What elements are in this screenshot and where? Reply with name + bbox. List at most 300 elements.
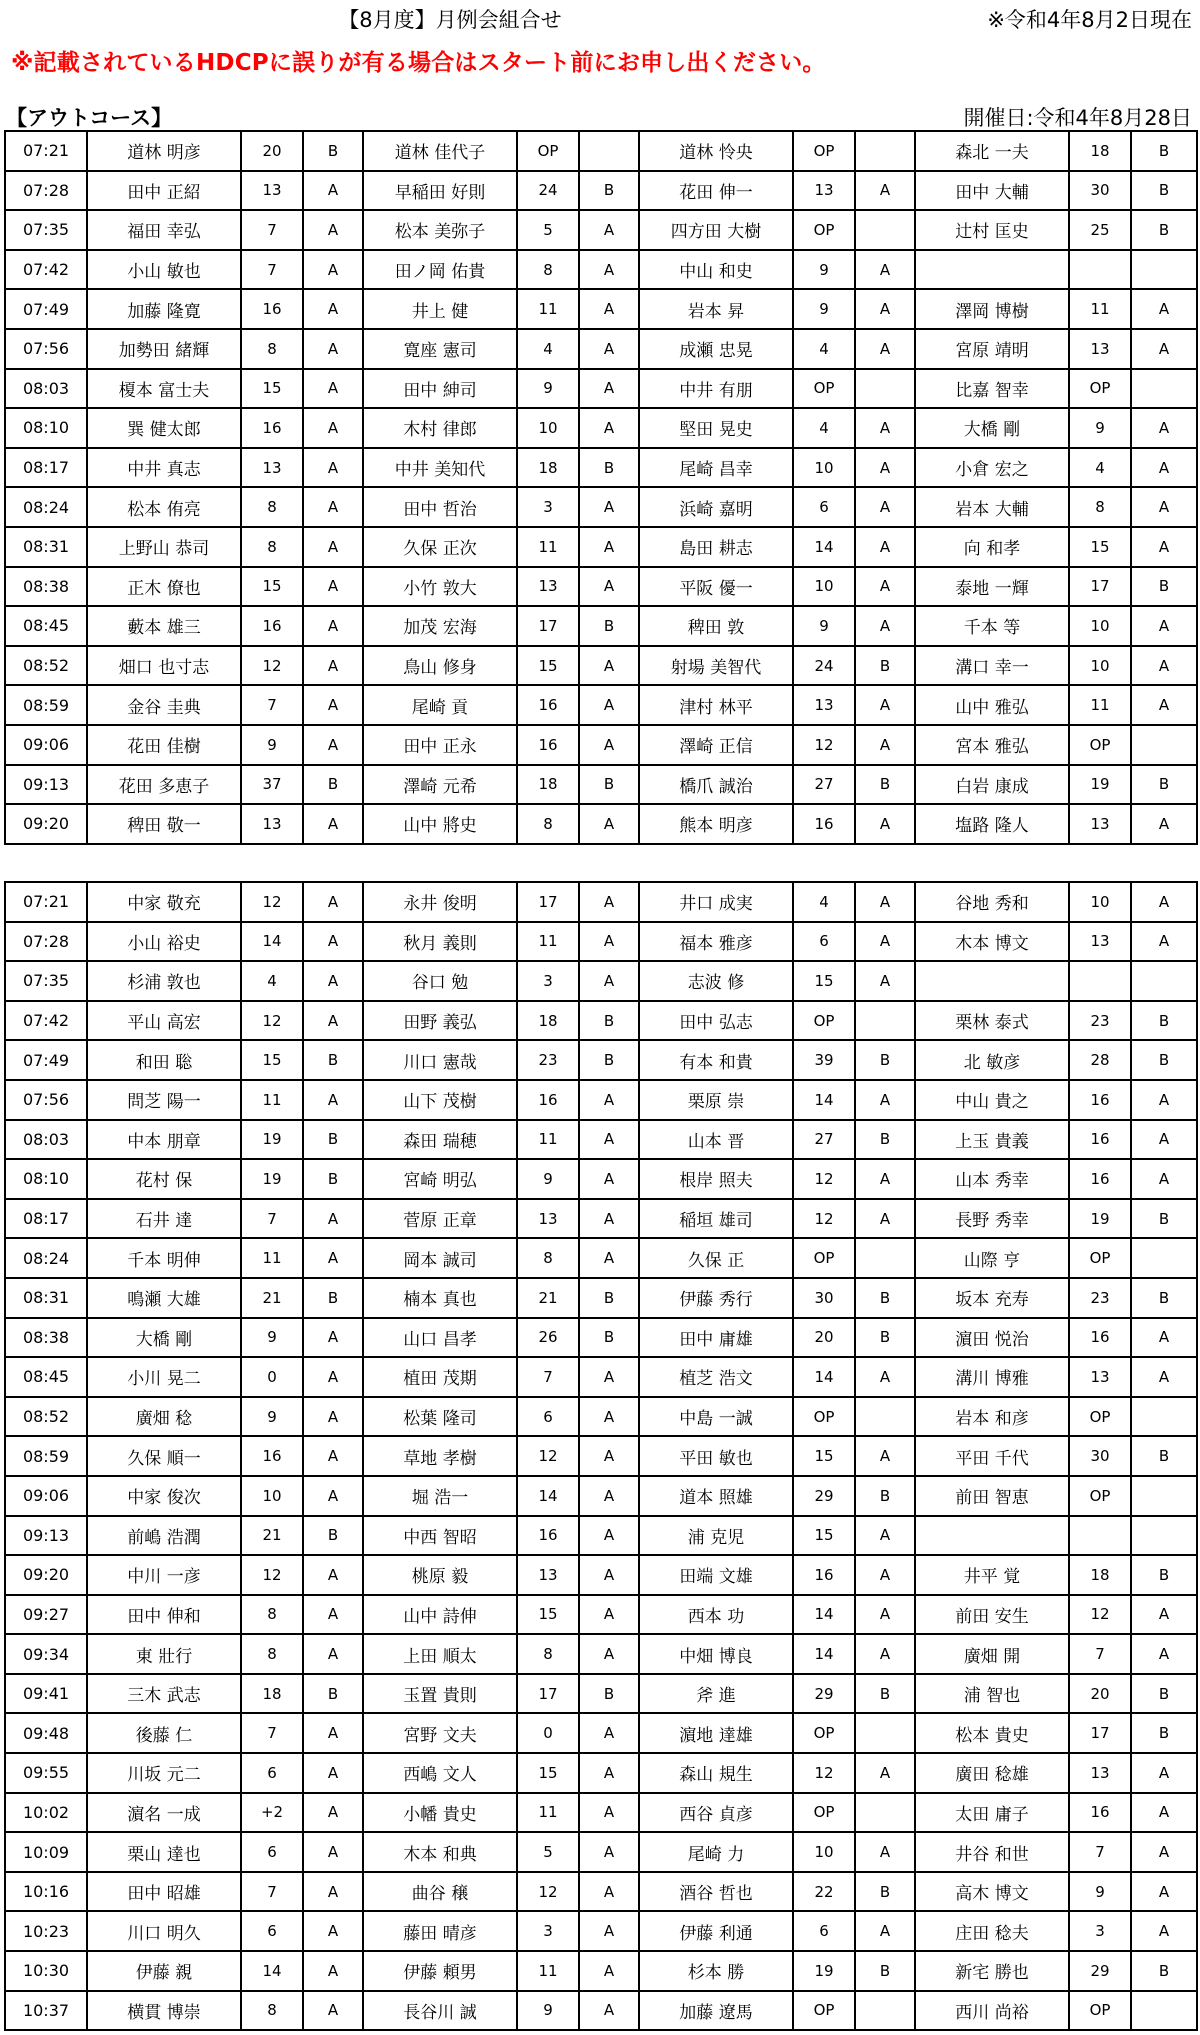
grade: A	[579, 210, 639, 250]
grade: A	[579, 1951, 639, 1991]
handicap: 15	[517, 1595, 579, 1635]
player-name: 稗田 敬一	[87, 804, 241, 844]
grade: A	[303, 289, 363, 329]
player-name: 伊藤 秀行	[639, 1278, 793, 1318]
handicap: 12	[793, 1159, 855, 1199]
handicap: 4	[517, 329, 579, 369]
tee-time-row	[5, 1832, 1197, 1872]
player-name: 田中 庸雄	[639, 1318, 793, 1358]
handicap: 20	[241, 131, 303, 171]
handicap: 15	[241, 567, 303, 607]
grade: B	[303, 1278, 363, 1318]
tee-time: 10:37	[5, 1991, 87, 2031]
handicap: 12	[241, 1555, 303, 1595]
grade: A	[303, 1872, 363, 1912]
tee-time: 08:31	[5, 1278, 87, 1318]
handicap: 30	[1069, 1436, 1131, 1476]
player-name: 辻村 匡史	[915, 210, 1069, 250]
handicap: 19	[1069, 765, 1131, 805]
grade: B	[1131, 131, 1197, 171]
player-name: 正木 僚也	[87, 567, 241, 607]
grade: A	[303, 1238, 363, 1278]
tee-time: 08:03	[5, 369, 87, 409]
tee-time: 08:45	[5, 606, 87, 646]
player-name: 問芝 陽一	[87, 1080, 241, 1120]
player-name: 上野山 恭司	[87, 527, 241, 567]
player-name: 小山 敏也	[87, 250, 241, 290]
player-name: 上田 順太	[363, 1634, 517, 1674]
player-name: 中家 敬充	[87, 882, 241, 922]
player-name: 川口 憲哉	[363, 1040, 517, 1080]
tee-time: 07:28	[5, 171, 87, 211]
grade: A	[303, 250, 363, 290]
player-name: 後藤 仁	[87, 1713, 241, 1753]
grade: A	[303, 1199, 363, 1239]
player-name: 溝川 博雅	[915, 1357, 1069, 1397]
grade: B	[579, 1318, 639, 1358]
grade: A	[855, 250, 915, 290]
grade: A	[303, 487, 363, 527]
tee-time-row	[5, 1397, 1197, 1437]
tee-time: 07:21	[5, 131, 87, 171]
grade: A	[579, 527, 639, 567]
player-name	[915, 1516, 1069, 1556]
grade: B	[855, 1476, 915, 1516]
handicap: 10	[517, 408, 579, 448]
player-name: 岡本 誠司	[363, 1238, 517, 1278]
handicap: 19	[241, 1159, 303, 1199]
player-name: 前田 智恵	[915, 1476, 1069, 1516]
player-name: 浜崎 嘉明	[639, 487, 793, 527]
player-name	[915, 961, 1069, 1001]
grade: A	[303, 725, 363, 765]
player-name: 和田 聡	[87, 1040, 241, 1080]
player-name: 山本 秀幸	[915, 1159, 1069, 1199]
tee-time-row	[5, 922, 1197, 962]
player-name: 山際 亨	[915, 1238, 1069, 1278]
grade: A	[579, 1595, 639, 1635]
handicap: 9	[517, 369, 579, 409]
player-name: 小幡 貴史	[363, 1793, 517, 1833]
handicap: 20	[793, 1318, 855, 1358]
handicap: 13	[1069, 329, 1131, 369]
player-name: 田野 義弘	[363, 1001, 517, 1041]
grade: A	[1131, 329, 1197, 369]
player-name: 曲谷 穣	[363, 1872, 517, 1912]
handicap: OP	[793, 369, 855, 409]
tee-time: 08:24	[5, 487, 87, 527]
grade: A	[855, 1832, 915, 1872]
tee-time-row	[5, 487, 1197, 527]
player-name: 寛座 憲司	[363, 329, 517, 369]
handicap: 26	[517, 1318, 579, 1358]
player-name: 根岸 照夫	[639, 1159, 793, 1199]
player-name: 千本 等	[915, 606, 1069, 646]
handicap: 14	[793, 1357, 855, 1397]
handicap	[1069, 250, 1131, 290]
grade: B	[579, 171, 639, 211]
handicap: 9	[793, 250, 855, 290]
handicap: 21	[241, 1278, 303, 1318]
player-name: 榎本 富士夫	[87, 369, 241, 409]
grade	[855, 1713, 915, 1753]
player-name: 堀 浩一	[363, 1476, 517, 1516]
handicap: 12	[793, 1199, 855, 1239]
player-name: 坂本 充寿	[915, 1278, 1069, 1318]
grade: A	[579, 487, 639, 527]
grade	[855, 1001, 915, 1041]
handicap: OP	[793, 1991, 855, 2031]
handicap: 3	[517, 961, 579, 1001]
grade: A	[579, 1199, 639, 1239]
handicap: 9	[241, 725, 303, 765]
grade: A	[1131, 685, 1197, 725]
handicap: 10	[1069, 646, 1131, 686]
tee-time-row	[5, 1238, 1197, 1278]
handicap: 14	[517, 1476, 579, 1516]
player-name: 岩本 和彦	[915, 1397, 1069, 1437]
grade: A	[579, 1516, 639, 1556]
grade: A	[1131, 1872, 1197, 1912]
player-name: 津村 林平	[639, 685, 793, 725]
tee-time: 07:21	[5, 882, 87, 922]
handicap: 4	[1069, 448, 1131, 488]
tee-time: 08:31	[5, 527, 87, 567]
player-name: 長野 秀幸	[915, 1199, 1069, 1239]
tee-time-row	[5, 1040, 1197, 1080]
tee-time-row	[5, 882, 1197, 922]
grade: A	[303, 606, 363, 646]
player-name: 田端 文雄	[639, 1555, 793, 1595]
player-name: 楠本 真也	[363, 1278, 517, 1318]
handicap: 15	[241, 1040, 303, 1080]
player-name: 東 壯行	[87, 1634, 241, 1674]
player-name: 森北 一夫	[915, 131, 1069, 171]
grade: A	[1131, 804, 1197, 844]
handicap: 5	[517, 1832, 579, 1872]
course-label: 【アウトコース】	[6, 106, 173, 130]
player-name: 成瀬 忠晃	[639, 329, 793, 369]
grade: A	[855, 1357, 915, 1397]
handicap: 23	[517, 1040, 579, 1080]
tee-time: 09:48	[5, 1713, 87, 1753]
grade: B	[855, 646, 915, 686]
player-name: 中本 朋章	[87, 1120, 241, 1160]
player-name: 堅田 晃史	[639, 408, 793, 448]
player-name: 山中 將史	[363, 804, 517, 844]
grade	[1131, 1516, 1197, 1556]
grade	[1131, 961, 1197, 1001]
handicap: 13	[1069, 922, 1131, 962]
player-name: 中山 貴之	[915, 1080, 1069, 1120]
grade: B	[855, 1040, 915, 1080]
player-name: 久保 正次	[363, 527, 517, 567]
player-name: 中井 美知代	[363, 448, 517, 488]
player-name: 田中 大輔	[915, 171, 1069, 211]
grade: A	[579, 1793, 639, 1833]
player-name: 松本 侑亮	[87, 487, 241, 527]
tee-time-row	[5, 1991, 1197, 2031]
handicap: 17	[1069, 567, 1131, 607]
grade: B	[1131, 1713, 1197, 1753]
handicap: 6	[793, 487, 855, 527]
tee-time-row	[5, 131, 1197, 171]
tee-time-row	[5, 765, 1197, 805]
tee-time: 10:23	[5, 1911, 87, 1951]
grade: A	[1131, 1159, 1197, 1199]
player-name: 井上 健	[363, 289, 517, 329]
grade: A	[855, 1634, 915, 1674]
player-name: 志波 修	[639, 961, 793, 1001]
tee-time-row	[5, 685, 1197, 725]
tee-time-row	[5, 1872, 1197, 1912]
player-name: 伊藤 利通	[639, 1911, 793, 1951]
handicap: 11	[241, 1238, 303, 1278]
handicap: 14	[241, 922, 303, 962]
handicap: OP	[793, 210, 855, 250]
handicap: 11	[241, 1080, 303, 1120]
player-name: 四方田 大樹	[639, 210, 793, 250]
grade: A	[855, 408, 915, 448]
handicap: 20	[1069, 1674, 1131, 1714]
handicap: 8	[241, 1634, 303, 1674]
grade: B	[1131, 1040, 1197, 1080]
grade: A	[579, 250, 639, 290]
tee-time-row	[5, 210, 1197, 250]
player-name: 濵名 一成	[87, 1793, 241, 1833]
tee-time-row	[5, 329, 1197, 369]
player-name: 中畑 博良	[639, 1634, 793, 1674]
grade: A	[1131, 1911, 1197, 1951]
player-name: 福本 雅彦	[639, 922, 793, 962]
handicap: 3	[517, 487, 579, 527]
handicap: 16	[517, 725, 579, 765]
player-name: 木本 博文	[915, 922, 1069, 962]
grade: A	[855, 685, 915, 725]
grade: A	[303, 1476, 363, 1516]
grade: B	[855, 1951, 915, 1991]
player-name: 千本 明伸	[87, 1238, 241, 1278]
tee-time: 08:59	[5, 1436, 87, 1476]
player-name: 島田 耕志	[639, 527, 793, 567]
player-name: 久保 順一	[87, 1436, 241, 1476]
tee-time: 08:03	[5, 1120, 87, 1160]
handicap: 7	[241, 250, 303, 290]
handicap	[1069, 1516, 1131, 1556]
handicap: 14	[241, 1951, 303, 1991]
grade: A	[1131, 527, 1197, 567]
handicap: 21	[241, 1516, 303, 1556]
tee-time: 09:06	[5, 725, 87, 765]
grade: A	[303, 685, 363, 725]
player-name: 田中 伸和	[87, 1595, 241, 1635]
grade: A	[855, 1753, 915, 1793]
grade: A	[579, 408, 639, 448]
handicap: 16	[1069, 1080, 1131, 1120]
handicap: 10	[1069, 882, 1131, 922]
grade: A	[579, 1357, 639, 1397]
player-name: 畑口 也寸志	[87, 646, 241, 686]
tee-time-row	[5, 1634, 1197, 1674]
handicap: 23	[1069, 1278, 1131, 1318]
player-name: 中家 俊次	[87, 1476, 241, 1516]
handicap: 8	[241, 487, 303, 527]
grade: A	[855, 487, 915, 527]
handicap: 14	[793, 1634, 855, 1674]
handicap: 8	[517, 804, 579, 844]
grade	[855, 131, 915, 171]
player-name: 花村 保	[87, 1159, 241, 1199]
handicap: 4	[793, 408, 855, 448]
player-name: 福田 幸弘	[87, 210, 241, 250]
handicap: 11	[517, 1120, 579, 1160]
grade: B	[1131, 171, 1197, 211]
handicap: 14	[793, 527, 855, 567]
handicap: 8	[241, 1595, 303, 1635]
handicap: 39	[793, 1040, 855, 1080]
player-name: 横貫 博崇	[87, 1991, 241, 2031]
handicap: 29	[793, 1674, 855, 1714]
grade: B	[579, 1278, 639, 1318]
grade: A	[579, 1832, 639, 1872]
player-name: 北 敏彦	[915, 1040, 1069, 1080]
tee-time: 07:49	[5, 1040, 87, 1080]
player-name: 溝口 幸一	[915, 646, 1069, 686]
handicap: 30	[793, 1278, 855, 1318]
tee-time-row	[5, 369, 1197, 409]
handicap: 15	[793, 1436, 855, 1476]
handicap: OP	[793, 131, 855, 171]
grade: A	[1131, 882, 1197, 922]
player-name: 廣田 稔雄	[915, 1753, 1069, 1793]
grade: A	[579, 882, 639, 922]
handicap: OP	[793, 1793, 855, 1833]
grade: A	[1131, 1753, 1197, 1793]
grade: A	[303, 408, 363, 448]
grade: A	[855, 922, 915, 962]
handicap: 7	[1069, 1634, 1131, 1674]
grade: A	[1131, 1832, 1197, 1872]
tee-time: 08:17	[5, 448, 87, 488]
handicap: 15	[793, 961, 855, 1001]
tee-time-row	[5, 1278, 1197, 1318]
handicap: OP	[1069, 1238, 1131, 1278]
handicap: 9	[1069, 408, 1131, 448]
handicap: 12	[793, 1753, 855, 1793]
grade: A	[579, 1436, 639, 1476]
grade: A	[855, 606, 915, 646]
player-name: 比嘉 智幸	[915, 369, 1069, 409]
tee-time-row	[5, 567, 1197, 607]
player-name: 尾崎 貢	[363, 685, 517, 725]
tee-time: 10:30	[5, 1951, 87, 1991]
grade: A	[303, 1793, 363, 1833]
handicap: 5	[517, 210, 579, 250]
grade: A	[303, 1357, 363, 1397]
handicap: 19	[793, 1951, 855, 1991]
player-name	[915, 250, 1069, 290]
grade: A	[579, 1753, 639, 1793]
grade: B	[303, 1120, 363, 1160]
handicap: 13	[517, 1555, 579, 1595]
handicap: 8	[1069, 487, 1131, 527]
player-name: 西川 尚裕	[915, 1991, 1069, 2031]
grade: A	[855, 527, 915, 567]
handicap: 10	[1069, 606, 1131, 646]
grade: B	[855, 1120, 915, 1160]
tee-time-row	[5, 804, 1197, 844]
event-date: 開催日:令和4年8月28日	[963, 106, 1192, 130]
handicap: 15	[241, 369, 303, 409]
handicap: 7	[241, 210, 303, 250]
tee-time: 08:59	[5, 685, 87, 725]
grade: A	[579, 685, 639, 725]
grade	[855, 369, 915, 409]
handicap: 18	[1069, 131, 1131, 171]
grade: A	[855, 171, 915, 211]
grade: A	[579, 725, 639, 765]
player-name: 道林 明彦	[87, 131, 241, 171]
player-name: 宮原 靖明	[915, 329, 1069, 369]
tee-time-row	[5, 646, 1197, 686]
player-name: 菅原 正章	[363, 1199, 517, 1239]
player-name: 田中 正紹	[87, 171, 241, 211]
grade: A	[1131, 1318, 1197, 1358]
handicap: 16	[241, 606, 303, 646]
tee-time-row	[5, 448, 1197, 488]
player-name: 道林 佳代子	[363, 131, 517, 171]
handicap: 11	[517, 527, 579, 567]
handicap: 6	[241, 1911, 303, 1951]
player-name: 花田 伸一	[639, 171, 793, 211]
grade: A	[579, 1476, 639, 1516]
tee-time-row	[5, 527, 1197, 567]
grade: B	[1131, 1001, 1197, 1041]
handicap: 4	[793, 882, 855, 922]
handicap: 6	[241, 1753, 303, 1793]
grade: A	[579, 646, 639, 686]
tee-time: 07:35	[5, 210, 87, 250]
player-name: 加藤 隆寛	[87, 289, 241, 329]
player-name: 平阪 優一	[639, 567, 793, 607]
grade: A	[1131, 289, 1197, 329]
grade: A	[303, 1911, 363, 1951]
handicap: 11	[517, 1951, 579, 1991]
handicap	[1069, 961, 1131, 1001]
handicap: 14	[793, 1080, 855, 1120]
grade: A	[855, 1159, 915, 1199]
grade: A	[579, 1872, 639, 1912]
grade: A	[579, 1555, 639, 1595]
player-name: 西本 功	[639, 1595, 793, 1635]
player-name: 澤岡 博樹	[915, 289, 1069, 329]
grade: A	[303, 1713, 363, 1753]
tee-time: 07:56	[5, 329, 87, 369]
tee-time: 08:52	[5, 1397, 87, 1437]
tee-time: 09:20	[5, 804, 87, 844]
handicap: 4	[241, 961, 303, 1001]
tee-time-row	[5, 1080, 1197, 1120]
grade: A	[855, 1080, 915, 1120]
tee-time: 09:27	[5, 1595, 87, 1635]
player-name: 小川 晃二	[87, 1357, 241, 1397]
grade: B	[579, 606, 639, 646]
handicap: 9	[793, 606, 855, 646]
player-name: 稲垣 雄司	[639, 1199, 793, 1239]
grade: A	[855, 1516, 915, 1556]
tee-time: 08:52	[5, 646, 87, 686]
grade: A	[303, 171, 363, 211]
